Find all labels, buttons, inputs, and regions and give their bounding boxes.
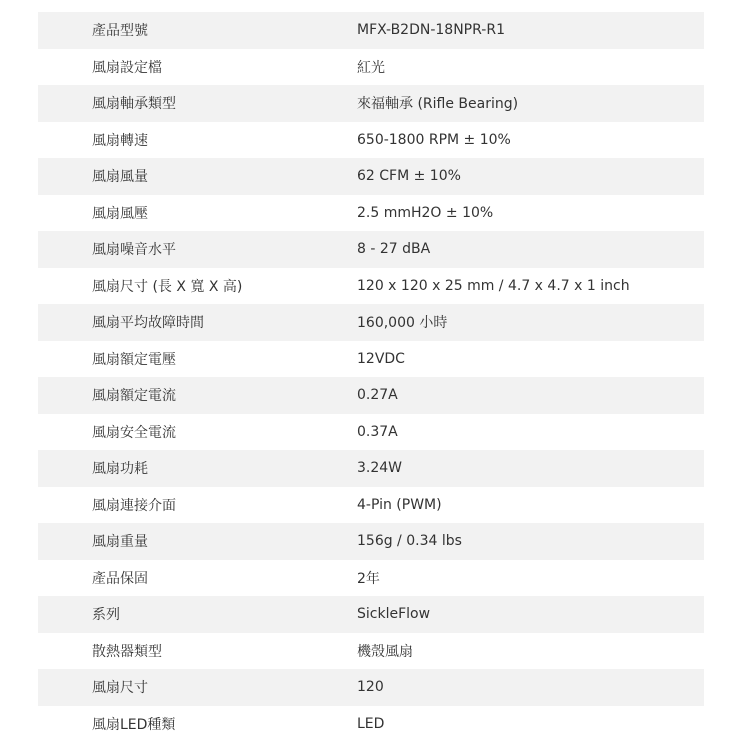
spec-row [38, 231, 704, 268]
spec-value: MFX-B2DN-18NPR-R1 [357, 22, 505, 39]
spec-value: 650-1800 RPM ± 10% [357, 131, 511, 148]
spec-value: 62 CFM ± 10% [357, 168, 461, 185]
spec-label: 風扇安全電流 [92, 424, 176, 441]
spec-value: 120 x 120 x 25 mm / 4.7 x 4.7 x 1 inch [357, 277, 630, 294]
spec-value: 120 [357, 679, 384, 696]
spec-value: 12VDC [357, 350, 405, 367]
spec-label: 風扇轉速 [92, 132, 148, 149]
spec-label: 風扇風量 [92, 169, 148, 186]
spec-row [38, 633, 704, 670]
spec-row [38, 487, 704, 524]
spec-value: 160,000 小時 [357, 315, 448, 332]
spec-row [38, 669, 704, 706]
spec-label: 風扇額定電流 [92, 388, 176, 405]
spec-label: 風扇設定檔 [92, 59, 162, 76]
spec-label: 風扇風壓 [92, 205, 148, 222]
spec-label: 風扇LED種類 [92, 716, 176, 733]
spec-value: LED [357, 715, 385, 732]
spec-value: 0.37A [357, 423, 398, 440]
spec-row [38, 268, 704, 305]
spec-label: 產品型號 [92, 23, 148, 40]
spec-label: 風扇功耗 [92, 461, 148, 478]
spec-label: 風扇軸承類型 [92, 96, 176, 113]
spec-label: 散熱器類型 [92, 643, 162, 660]
spec-row [38, 49, 704, 86]
spec-value: 來福軸承 (Rifle Bearing) [357, 96, 519, 113]
spec-row [38, 304, 704, 341]
spec-row [38, 706, 704, 743]
spec-label: 風扇額定電壓 [92, 351, 176, 368]
spec-row [38, 377, 704, 414]
spec-row [38, 195, 704, 232]
spec-value: 紅光 [357, 59, 385, 76]
spec-label: 產品保固 [92, 570, 148, 587]
spec-label: 風扇平均故障時間 [92, 315, 204, 332]
spec-label: 系列 [92, 607, 120, 624]
spec-row [38, 414, 704, 451]
spec-row [38, 450, 704, 487]
spec-label: 風扇尺寸 (長 X 寬 X 高) [92, 278, 243, 295]
spec-value: SickleFlow [357, 606, 431, 623]
spec-label: 風扇尺寸 [92, 680, 148, 697]
spec-value: 機殼風扇 [357, 643, 413, 660]
spec-row [38, 596, 704, 633]
spec-value: 156g / 0.34 lbs [357, 533, 462, 550]
spec-row [38, 341, 704, 378]
spec-row [38, 523, 704, 560]
spec-label: 風扇噪音水平 [92, 242, 176, 259]
spec-value: 0.27A [357, 387, 398, 404]
spec-value: 8 - 27 dBA [357, 241, 431, 258]
spec-value: 4-Pin (PWM) [357, 496, 442, 513]
spec-value: 3.24W [357, 460, 403, 477]
spec-row [38, 560, 704, 597]
spec-value: 2年 [357, 570, 380, 587]
spec-row [38, 122, 704, 159]
spec-table [38, 12, 704, 742]
spec-row [38, 158, 704, 195]
spec-value: 2.5 mmH2O ± 10% [357, 204, 494, 221]
spec-label: 風扇重量 [92, 534, 148, 551]
spec-row [38, 85, 704, 122]
spec-label: 風扇連接介面 [92, 497, 176, 514]
spec-row [38, 12, 704, 49]
